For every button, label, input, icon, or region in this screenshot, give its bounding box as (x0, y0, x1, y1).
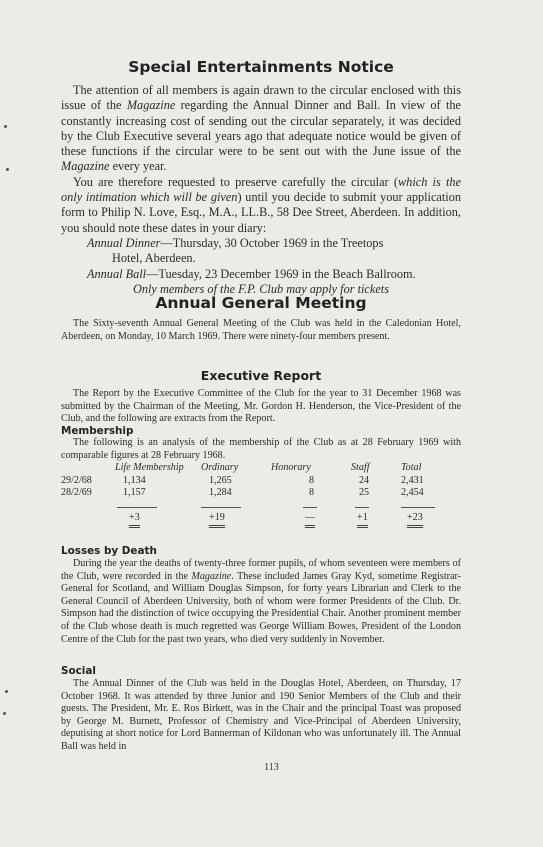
table-cell: 2,431 (401, 474, 424, 486)
losses-text: During the year the deaths of twenty-three former pupils, of whom seventeen were members of the Club, were recorded in the Magazine. These included James Gray Kyd, sometime Registrar-General for Scotland, and William Douglas Simpson, for forty years Librarian and Clerk to the General Council of Aberdeen University, both of whom were former Presidents of the Club. Dr. Simpson had the distinction of twice occupying the Presidential Chair. Another prominent member of the Club whose death is much regretted was George William Bowes, President of the London Centre of the Club for the past two years, who died very suddenly in November. (61, 558, 461, 645)
margin-mark (5, 690, 8, 693)
notice-paragraph-2: You are therefore requested to preserve carefully the circular (which is the only intimation which will be given) until you decide to submit your application form to Philip N. Love, Esq., M.A., LL.B., 58 Dee Street, Aberdeen. In addition, you should note these dates in your diary: (61, 174, 461, 235)
table-cell: 28/2/69 (61, 487, 92, 498)
margin-mark (6, 168, 9, 171)
ball-date (61, 267, 461, 282)
table-header: Staff (351, 462, 370, 473)
ball-label: Annual Ball (87, 266, 147, 281)
social-text: The Annual Dinner of the Club was held in the Douglas Hotel, Aberdeen, on Thursday, 17 October 1968. It was attended by three Junior and 190 Senior Members of the Club and their guests. The President, Mr. E. Ros Birkett, was in the Chair and the principal Toast was proposed by George M. Burnett, Professor of Chemistry and Vice-Principal of Aberdeen University, deputising at short notice for Lord Bannerman of Kildonan who was unfortunately ill. The Annual Ball was held in (61, 678, 461, 752)
page-number: 113 (264, 762, 279, 773)
table-cell: 1,157 (123, 487, 146, 498)
dinner-text: —Thursday, 30 October 1969 in the Treetops (160, 235, 384, 250)
rule (355, 507, 369, 508)
membership-heading: Membership (61, 425, 134, 437)
executive-report-title: Executive Report (200, 368, 322, 383)
membership-table (61, 462, 461, 528)
ball-text: —Tuesday, 23 December 1969 in the Beach Ballroom. (146, 266, 416, 281)
dinner-label: Annual Dinner (87, 235, 161, 250)
table-cell: +3 (129, 512, 140, 528)
notice-paragraph-1: The attention of all members is again drawn to the circular enclosed with this issue of the Magazine regarding the Annual Dinner and Ball. In view of the constantly increasing cost of sending out the circular separately, it was decided by the Club Executive several years ago that adequate notice would be given of these functions if the circular were to be sent out with the June issue of the Magazine every year. (61, 83, 461, 174)
table-cell: 2,454 (401, 487, 424, 498)
dinner-date (61, 236, 461, 267)
rule (303, 507, 317, 508)
table-cell: 24 (359, 474, 370, 486)
table-cell: 25 (359, 487, 370, 498)
table-cell: 1,265 (209, 474, 232, 486)
table-row (61, 475, 461, 488)
rule (201, 507, 241, 508)
table-cell: 1,284 (209, 487, 232, 498)
membership-text: The following is an analysis of the membership of the Club as at 28 February 1969 with comparable figures at 28 February 1968. (61, 437, 461, 461)
social-heading: Social (61, 665, 96, 677)
rule (117, 507, 157, 508)
executive-report-intro: The Report by the Executive Committee of the Club for the year to 31 December 1968 was submitted by the Chairman of the Meeting, Mr. Gordon H. Henderson, the Vice-President of the Club, and the following are extracts from the Report. (61, 388, 461, 425)
notice-body (61, 83, 461, 297)
table-header: Ordinary (201, 462, 239, 473)
losses-heading: Losses by Death (61, 545, 157, 557)
table-cell: 8 (309, 487, 315, 498)
table-diff-row (61, 512, 461, 528)
table-header: Life Membership (115, 462, 184, 473)
margin-mark (3, 712, 6, 715)
table-cell: 29/2/68 (61, 474, 92, 486)
members-only-note: Only members of the F.P. Club may apply for tickets (132, 281, 390, 296)
dinner-cont: Hotel, Aberdeen. (112, 251, 196, 266)
diary-dates (61, 236, 461, 282)
agm-intro: The Sixty-seventh Annual General Meeting of the Club was held in the Caledonian Hotel, Aberdeen, on Monday, 10 March 1969. There were ninety-four members present. (61, 318, 461, 342)
table-cell: 8 (309, 474, 315, 486)
table-cell: +1 (357, 512, 368, 528)
table-cell: 1,134 (123, 474, 146, 486)
table-header-row (61, 462, 461, 475)
rule (401, 507, 435, 508)
table-header: Honorary (271, 462, 311, 473)
notice-title: Special Entertainments Notice (128, 58, 394, 76)
agm-title: Annual General Meeting (155, 294, 367, 312)
table-cell: +19 (209, 512, 225, 528)
table-cell: +23 (407, 512, 423, 528)
table-header (61, 462, 115, 475)
table-header: Total (401, 462, 422, 473)
table-cell: — (305, 512, 315, 528)
table-row (61, 487, 461, 500)
margin-mark (4, 125, 7, 128)
